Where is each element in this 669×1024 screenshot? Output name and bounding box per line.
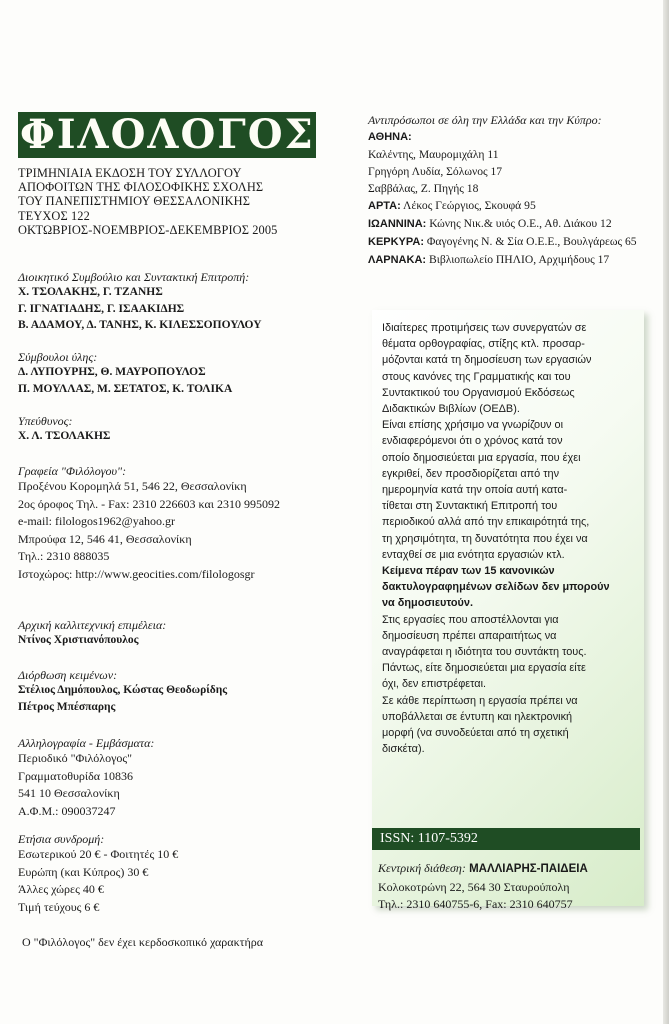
distributor-name: ΜΑΛΛΙΑΡΗΣ-ΠΑΙΔΕΙΑ xyxy=(465,863,588,875)
notice-line: τίθεται στη Συντακτική Επιτροπή του xyxy=(382,500,558,513)
notice-line: θέματα ορθογραφίας, στίξης κτλ. προσαρ- xyxy=(382,338,585,351)
city-name: ΑΡΤΑ: xyxy=(368,200,401,212)
notice-line: ενταχθεί σε μια ενότητα εργασιών κτλ. xyxy=(382,548,565,561)
member-line: Β. ΑΔΑΜΟΥ, Δ. ΤΑΝΗΣ, Κ. ΚΙΛΕΣΣΟΠΟΥΛΟΥ xyxy=(18,319,262,331)
member-line: Π. ΜΟΥΛΛΑΣ, Μ. ΣΕΤΑΤΟΣ, Κ. ΤΟΛΙΚΑ xyxy=(18,382,233,395)
rep-entry xyxy=(368,197,637,215)
section-label: Ετήσια συνδρομή: xyxy=(18,832,105,846)
phone-line: Τηλ.: 2310 888035 xyxy=(18,549,110,563)
notice-line: εγκριθεί, δεν προσδιορίζεται από την xyxy=(382,467,560,480)
price-line: Τιμή τεύχους 6 € xyxy=(18,899,100,914)
proofreading-section xyxy=(18,668,340,715)
rep-city xyxy=(368,128,637,146)
issue-period: ΟΚΤΩΒΡΙΟΣ-ΝΟΕΜΒΡΙΟΣ-ΔΕΚΕΜΒΡΙΟΣ 2005 xyxy=(18,222,278,237)
member-line: Γ. ΙΓΝΑΤΙΑΔΗΣ, Γ. ΙΣΑΑΚΙΔΗΣ xyxy=(18,302,185,315)
rep-entry: Σαββάλας, Ζ. Πηγής 18 xyxy=(368,182,479,195)
notice-line: να δημοσιευτούν. xyxy=(382,597,473,610)
section-label: Αρχική καλλιτεχνική επιμέλεια: xyxy=(18,618,167,632)
section-label: Αλληλογραφία - Εμβάσματα: xyxy=(18,736,155,750)
member-line: Δ. ΛΥΠΟΥΡΗΣ, Θ. ΜΑΥΡΟΠΟΥΛΟΣ xyxy=(18,366,206,378)
rep-text: Βιβλιοπωλείο ΠΗΛΙΟ, Αρχιμήδους 17 xyxy=(426,253,610,266)
notice-line: αναγράφεται η ιδιότητα του συντάκτη τους. xyxy=(382,646,587,659)
header-line: ΤΡΙΜΗΝΙΑΙΑ ΕΚΔΟΣΗ ΤΟΥ ΣΥΛΛΟΓΟΥ xyxy=(18,166,242,180)
rep-entry: Γρηγόρη Λυδία, Σόλωνος 17 xyxy=(368,165,503,178)
person-line: Πέτρος Μπέσπαρης xyxy=(18,700,116,713)
header-line: ΤΟΥ ΠΑΝΕΠΙΣΤΗΜΙΟΥ ΘΕΣΣΑΛΟΝΙΚΗΣ xyxy=(18,194,251,209)
address-line: Κολοκοτρώνη 22, 564 30 Σταυρούπολη xyxy=(378,879,570,894)
phone-line: Τηλ.: 2310 640755-6, Fax: 2310 640757 xyxy=(378,897,573,911)
journal-logo: ΦΙΛΟΛΟΓΟΣ xyxy=(20,112,315,158)
notice-line: μορφή (να συνοδεύεται από τη σχετική xyxy=(382,727,569,740)
phone-line: 2ος όροφος Τηλ. - Fax: 2310 226603 και 2310 995092 xyxy=(18,496,280,511)
address-line: Περιοδικό "Φιλόλογος" xyxy=(18,751,133,765)
city-name: ΚΕΡΚΥΡΑ: xyxy=(368,236,425,248)
notice-line: Σε κάθε περίπτωση η εργασία πρέπει να xyxy=(382,694,578,707)
issn-banner: ISSN: 1107-5392 xyxy=(372,828,640,850)
publication-header xyxy=(18,166,340,237)
person-line: Στέλιος Δημόπουλος, Κώστας Θεοδωρίδης xyxy=(18,684,228,696)
nonprofit-note xyxy=(22,934,344,952)
notice-line: ενδιαφερόμενοι ότι ο χρόνος κατά τον xyxy=(382,435,563,448)
section-label: Κεντρική διάθεση: xyxy=(378,861,466,875)
notice-line: ημερομηνία κατά την οποία αυτή κατα- xyxy=(382,484,568,497)
member-line: Χ. Λ. ΤΣΟΛΑΚΗΣ xyxy=(18,430,111,442)
city-name: ΙΩΑΝΝΙΝΑ: xyxy=(368,218,427,230)
rep-entry xyxy=(368,233,637,251)
notice-line: οποίο δημοσιεύεται μια εργασία, που έχει xyxy=(382,451,581,464)
notice-line: δημοσίευση πρέπει απαραιτήτως να xyxy=(382,629,557,642)
city-name: ΛΑΡΝΑΚΑ: xyxy=(368,254,427,266)
page-edge xyxy=(663,0,669,1024)
notice-line: Συντακτικού του Οργανισμού Εκδόσεως xyxy=(382,386,575,399)
section-label: Γραφεία "Φιλόλογου": xyxy=(18,464,127,478)
rep-text: Λέκος Γεώργιος, Σκουφά 95 xyxy=(400,199,536,212)
notice-line: περιοδικού αλλά από την επικαιρότητά της, xyxy=(382,516,590,529)
address-line: Μπρούφα 12, 546 41, Θεσσαλονίκη xyxy=(18,531,192,546)
logo-area xyxy=(18,112,340,168)
responsible-section xyxy=(18,414,340,445)
price-line: Εσωτερικού 20 € - Φοιτητές 10 € xyxy=(18,847,179,861)
representatives xyxy=(368,112,637,269)
section-label: Υπεύθυνος: xyxy=(18,414,73,428)
notice-line: δακτυλογραφημένων σελίδων δεν μπορούν xyxy=(382,581,610,594)
nonprofit-text: Ο "Φιλόλογος" δεν έχει κερδοσκοπικό χαρακτήρα xyxy=(22,935,264,949)
person-line: Ντίνος Χριστιανόπουλος xyxy=(18,634,139,646)
rep-text: Φαγογένης Ν. & Σία Ο.Ε.Ε., Βουλγάρεως 65 xyxy=(424,235,637,248)
notice-line: στους κανόνες της Γραμματικής και του xyxy=(382,370,571,383)
notice-line: Είναι επίσης χρήσιμο να γνωρίζουν οι xyxy=(382,419,563,432)
email-link[interactable]: e-mail: filologos1962@yahoo.gr xyxy=(18,514,176,528)
rep-entry xyxy=(368,215,637,233)
distribution-section xyxy=(378,860,648,914)
price-line: Άλλες χώρες 40 € xyxy=(18,882,104,896)
notice-line: Στις εργασίες που αποστέλλονται για xyxy=(382,613,559,626)
issue-number: ΤΕΥΧΟΣ 122 xyxy=(18,208,90,223)
address-line: 541 10 Θεσσαλονίκη xyxy=(18,786,120,800)
submission-notice-box xyxy=(372,310,644,906)
city-name: ΑΘΗΝΑ: xyxy=(368,131,412,143)
member-line: Χ. ΤΣΟΛΑΚΗΣ, Γ. ΤΖΑΝΗΣ xyxy=(18,286,163,298)
notice-line: Κείμενα πέραν των 15 κανονικών xyxy=(382,565,555,578)
subscription-section xyxy=(18,832,340,916)
reps-title: Αντιπρόσωποι σε όλη την Ελλάδα και την Κύπρο: xyxy=(368,113,602,127)
notice-line: μόζονται κατά τη δημοσίευση των εργασιών xyxy=(382,354,592,367)
notice-line: όχι, δεν επιστρέφεται. xyxy=(382,678,487,691)
section-label: Διοικητικό Συμβούλιο και Συντακτική Επιτροπή: xyxy=(18,270,250,284)
notice-line: Ιδιαίτερες προτιμήσεις των συνεργατών σε xyxy=(382,322,587,334)
distributor-line xyxy=(378,860,648,879)
rep-text: Κώνης Νικ.& υιός Ο.Ε., Αθ. Διάκου 12 xyxy=(426,217,612,230)
notice-line: υποβάλλεται σε έντυπη και ηλεκτρονική xyxy=(382,710,573,723)
mail-section xyxy=(18,736,340,820)
masthead-column xyxy=(18,112,340,949)
rep-entry: Καλέντης, Μαυρομιχάλη 11 xyxy=(368,148,499,161)
price-line: Ευρώπη (και Κύπρος) 30 € xyxy=(18,864,149,879)
notice-line: Διδακτικών Βιβλίων (ΟΕΔΒ). xyxy=(382,403,520,416)
advisors-section xyxy=(18,350,340,397)
offices-section xyxy=(18,464,340,583)
header-line: ΑΠΟΦΟΙΤΩΝ ΤΗΣ ΦΙΛΟΣΟΦΙΚΗΣ ΣΧΟΛΗΣ xyxy=(18,180,264,195)
address-line: Γραμματοθυρίδα 10836 xyxy=(18,768,134,783)
notice-line: δισκέτα). xyxy=(382,743,425,756)
website-link[interactable]: Ιστοχώρος: http://www.geocities.com/filologosgr xyxy=(18,566,255,581)
section-label: Σύμβουλοι ύλης: xyxy=(18,350,98,364)
notice-text xyxy=(382,320,638,757)
notice-line: τη χρησιμότητα, τη δυνατότητα που έχει να xyxy=(382,532,588,545)
address-line: Προξένου Κορομηλά 51, 546 22, Θεσσαλονίκη xyxy=(18,479,247,493)
art-section xyxy=(18,618,340,649)
rep-entry xyxy=(368,251,637,269)
board-section xyxy=(18,270,340,334)
tax-id: Α.Φ.Μ.: 090037247 xyxy=(18,803,116,818)
notice-line: Πάντως, είτε δημοσιεύεται μια εργασία είτε xyxy=(382,662,586,675)
section-label: Διόρθωση κειμένων: xyxy=(18,668,118,682)
